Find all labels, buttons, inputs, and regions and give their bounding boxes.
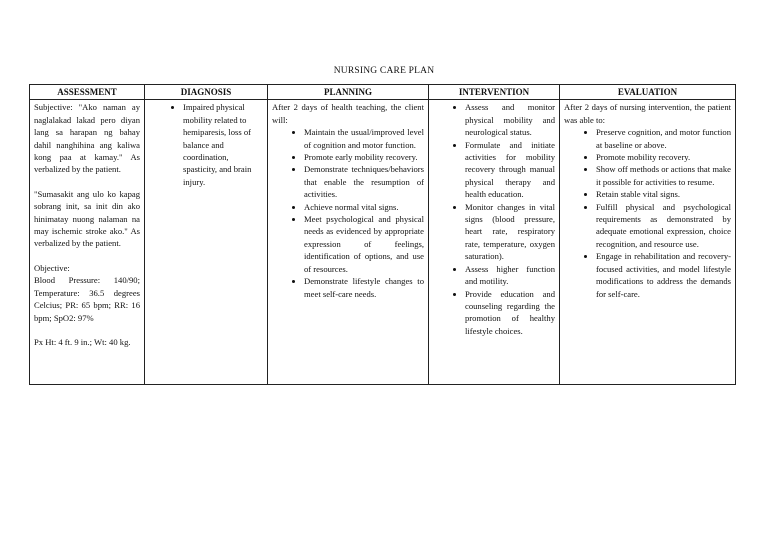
list-item: • Maintain the usual/improved level of cognition and motor function. — [304, 126, 424, 151]
evaluation-cell — [560, 100, 736, 385]
list-item: • Achieve normal vital signs. — [304, 201, 424, 213]
intervention-cell — [429, 100, 560, 385]
list-item: • Provide education and counseling regarding the promotion of healthy lifestyle choices. — [465, 288, 555, 338]
header-planning: PLANNING — [268, 85, 429, 100]
intervention-list — [433, 101, 555, 337]
list-item: • Engage in rehabilitation and recovery-focused activities, and model lifestyle modifications to address the demands for self-care. — [596, 250, 731, 300]
planning-cell — [268, 100, 429, 385]
list-item: • Assess higher function and motility. — [465, 263, 555, 288]
subjective-statement-1: Subjective: "Ako naman ay naglalakad lakad pero diyan lang sa harapan ng bahay dahil nanghihina ang kaliwa kong paa at kamay." As verbalized by the patient. — [34, 102, 140, 175]
list-item: • Retain stable vital signs. — [596, 188, 731, 200]
height-weight: Px Ht: 4 ft. 9 in.; Wt: 40 kg. — [34, 336, 131, 347]
list-item: • Fulfill physical and psychological requirements as demonstrated by adequate emotional expression, choice recognition, and resource use. — [596, 201, 731, 251]
list-item: • Meet psychological and physical needs as evidenced by appropriate expression of feelings, identification of options, and use of resources. — [304, 213, 424, 275]
assessment-cell — [30, 100, 145, 385]
diagnosis-list — [149, 101, 263, 188]
header-evaluation: EVALUATION — [560, 85, 736, 100]
list-item: • Impaired physical mobility related to hemiparesis, loss of balance and coordination, spasticity, and brain injury. — [183, 101, 263, 188]
document-title: NURSING CARE PLAN — [333, 66, 435, 76]
list-item: • Promote early mobility recovery. — [304, 151, 424, 163]
list-item: • Demonstrate techniques/behaviors that enable the resumption of activities. — [304, 163, 424, 200]
list-item: • Show off methods or actions that make it possible for activities to resume. — [596, 163, 731, 188]
subjective-statement-2: "Sumasakit ang ulo ko kapag sobrang init, sa init din ako hinimatay nuong nalaman na may ischemic stroke ako." As verbalized by the patient. — [34, 188, 140, 249]
header-intervention: INTERVENTION — [429, 85, 560, 100]
list-item: • Monitor changes in vital signs (blood pressure, heart rate, respiratory rate, temperature, oxygen saturation). — [465, 201, 555, 263]
planning-intro: After 2 days of health teaching, the client will: — [272, 102, 424, 125]
list-item: • Preserve cognition, and motor function at baseline or above. — [596, 126, 731, 151]
nursing-care-plan-table — [29, 84, 736, 385]
evaluation-list — [564, 126, 731, 300]
table-row — [30, 100, 736, 385]
header-assessment: ASSESSMENT — [30, 85, 145, 100]
evaluation-intro: After 2 days of nursing intervention, the patient was able to: — [564, 102, 731, 125]
list-item: • Formulate and initiate activities for mobility recovery through manual physical therapy and health education. — [465, 139, 555, 201]
list-item: • Demonstrate lifestyle changes to meet self-care needs. — [304, 275, 424, 300]
objective-label: Objective: — [34, 262, 70, 273]
objective-values: Blood Pressure: 140/90; Temperature: 36.5 degrees Celcius; PR: 65 bpm; RR: 16 bpm; SpO2: 97% — [34, 275, 140, 323]
header-diagnosis: DIAGNOSIS — [145, 85, 268, 100]
diagnosis-cell — [145, 100, 268, 385]
header-row — [30, 85, 736, 100]
list-item: • Assess and monitor physical mobility and neurological status. — [465, 101, 555, 138]
planning-list — [272, 126, 424, 300]
list-item: • Promote mobility recovery. — [596, 151, 731, 163]
